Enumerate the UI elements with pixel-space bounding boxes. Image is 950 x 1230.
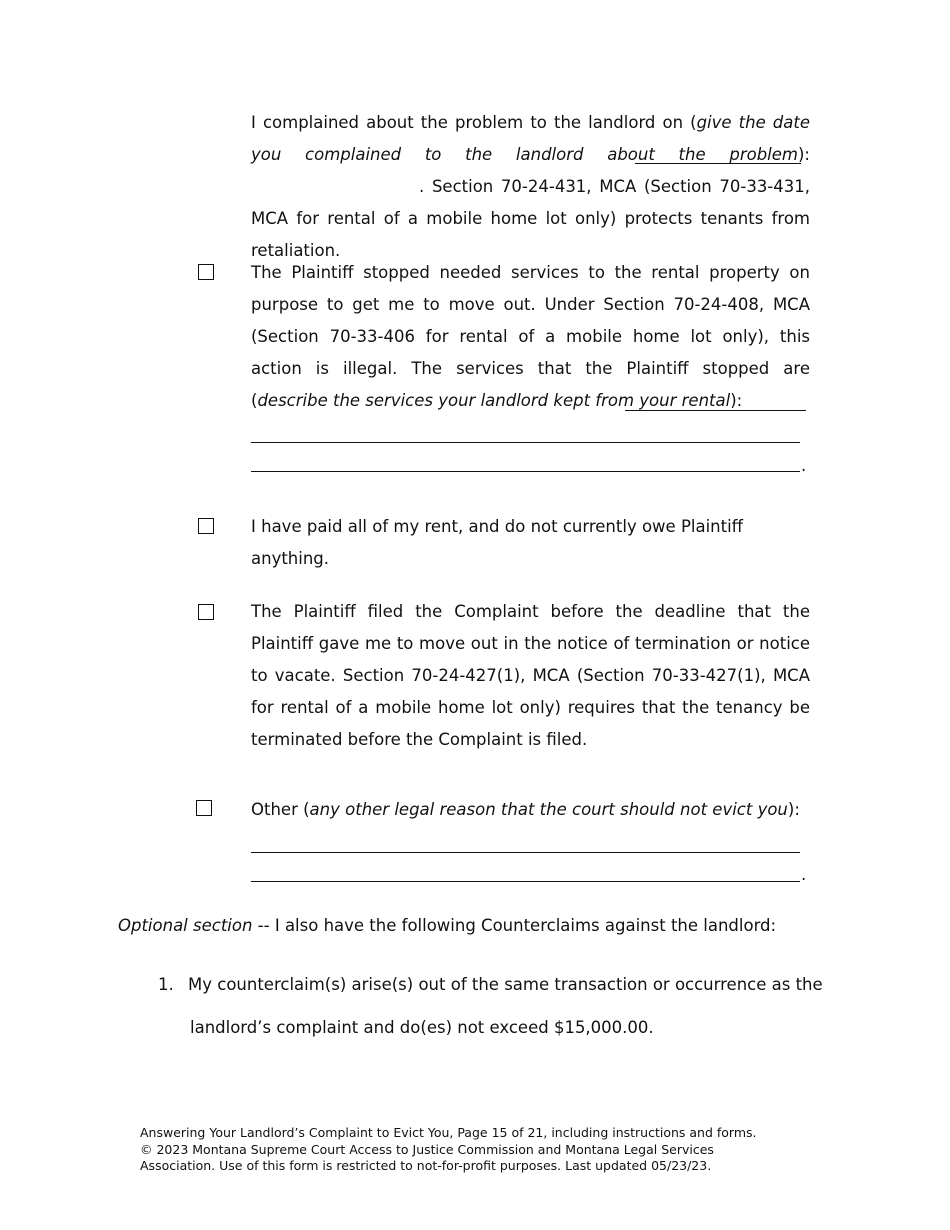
footer-copyright: © 2023 Montana Supreme Court Access to Justice Commission and Montana Legal Services Association. Use of this form is restricted to not-for-profit purposes. Last updated 05/23/23. xyxy=(140,1141,714,1173)
other-reason-paragraph: Other (any other legal reason that the court should not evict you): xyxy=(251,800,800,819)
page-footer xyxy=(140,1125,780,1175)
other-reason-field-line-2[interactable] xyxy=(251,881,800,882)
paid-rent-paragraph: I have paid all of my rent, and do not currently owe Plaintiff anything. xyxy=(251,517,744,568)
counterclaim-1-line-2: landlord’s complaint and do(es) not exceed $15,000.00. xyxy=(190,1018,654,1037)
early-complaint-paragraph: The Plaintiff filed the Complaint before the deadline that the Plaintiff gave me to move out in the notice of termination or notice to vacate. Section 70-24-427(1), MCA (Section 70-33-427(1), MCA for rental of a mobile home lot only) requires that the tenancy be terminated before the Complaint is filed. xyxy=(251,602,810,749)
services-period: . xyxy=(801,456,807,475)
services-field-line-2[interactable] xyxy=(251,442,800,443)
complaint-date-field[interactable] xyxy=(635,163,801,164)
other-reason-checkbox[interactable] xyxy=(196,800,212,816)
services-stopped-paragraph: The Plaintiff stopped needed services to the rental property on purpose to get me to move out. Under Section 70-24-408, MCA (Section 70-33-406 for rental of a mobile home lot only), this action is illegal. The services that the Plaintiff stopped are (describe the services your landlord kept from your rental): xyxy=(251,263,810,410)
early-complaint-checkbox[interactable] xyxy=(198,604,214,620)
retaliation-paragraph: I complained about the problem to the landlord on (give the date you complained to the landlord about the problem):. Section 70-24-431, MCA (Section 70-33-431, MCA for rental of a mobile home lot only) protects tenants from retaliation. xyxy=(251,113,811,260)
services-field-line-3[interactable] xyxy=(251,471,800,472)
optional-section-heading: Optional section -- I also have the following Counterclaims against the landlord: xyxy=(118,916,777,935)
counterclaim-1-number: 1. xyxy=(158,975,174,994)
other-reason-field-line-1[interactable] xyxy=(251,852,800,853)
paid-rent-checkbox[interactable] xyxy=(198,518,214,534)
counterclaim-1-line-1: My counterclaim(s) arise(s) out of the same transaction or occurrence as the xyxy=(188,975,823,994)
other-reason-period: . xyxy=(801,865,807,884)
services-field-line-1[interactable] xyxy=(625,410,806,411)
footer-page-info: Answering Your Landlord’s Complaint to Evict You, Page 15 of 21, including instructions and forms. xyxy=(140,1125,757,1140)
services-stopped-checkbox[interactable] xyxy=(198,264,214,280)
